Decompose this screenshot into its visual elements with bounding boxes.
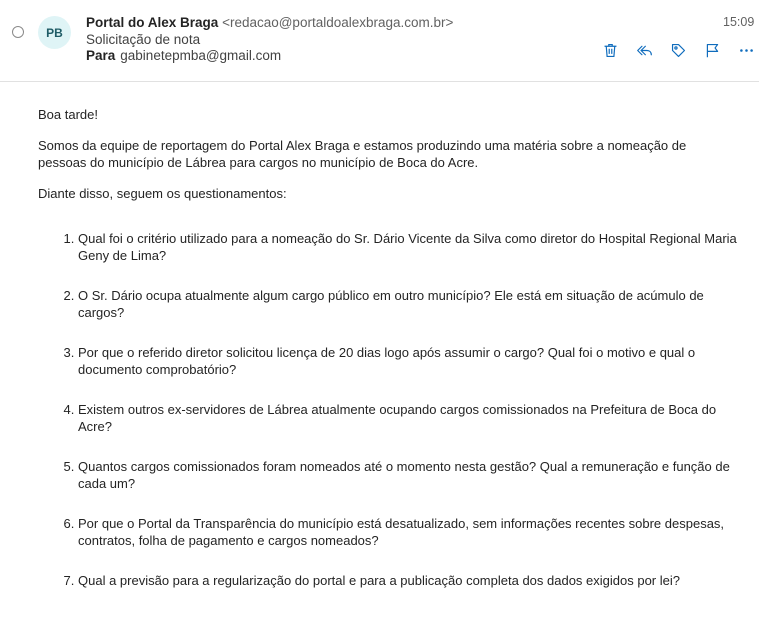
reply-all-icon [636,42,653,59]
recipient-line [86,48,281,63]
delete-button[interactable] [600,40,620,60]
list-item: 5. Quantos cargos comissionados foram nomeados até o momento nesta gestão? Qual a remuneração e função de cada um? [78,458,738,492]
tag-button[interactable] [668,40,688,60]
select-message-radio[interactable] [12,26,24,38]
sender-email[interactable]: <redacao@portaldoalexbraga.com.br> [222,15,454,30]
lead-paragraph: Diante disso, seguem os questionamentos: [38,186,287,201]
list-item: 3. Por que o referido diretor solicitou licença de 20 dias logo após assumir o cargo? Qual foi o motivo e qual o documento comprobatório? [78,344,738,378]
reply-all-button[interactable] [634,40,654,60]
message-actions [600,40,756,60]
intro-paragraph: Somos da equipe de reportagem do Portal Alex Braga e estamos produzindo uma matéria sobre a nomeação de pessoas do município de Lábrea para cargos no município de Boca do Acre. [38,138,687,170]
ellipsis-icon [738,42,755,59]
trash-icon [602,42,619,59]
subject: Solicitação de nota [86,32,201,47]
timestamp: 15:09 [723,15,755,29]
greeting: Boa tarde! [38,107,98,122]
message-body [38,106,738,589]
list-item: 4. Existem outros ex-servidores de Lábrea atualmente ocupando cargos comissionados na Prefeitura de Boca do Acre? [78,401,738,435]
message-header [0,0,759,82]
questions-list [38,230,738,589]
list-item: 6. Por que o Portal da Transparência do município está desatualizado, sem informações recentes sobre despesas, contratos, folha de pagamento e cargos nomeados? [78,515,738,549]
more-options-button[interactable] [736,40,756,60]
sender[interactable] [86,15,453,30]
flag-icon [704,42,721,59]
sender-name[interactable]: Portal do Alex Braga [86,15,219,30]
to-label: Para [86,48,116,63]
list-item: 1. Qual foi o critério utilizado para a nomeação do Sr. Dário Vicente da Silva como diretor do Hospital Regional Maria Geny de Lima? [78,230,738,264]
avatar[interactable]: PB [38,16,71,49]
header-divider [0,81,759,82]
recipient-address[interactable]: gabinetepmba@gmail.com [120,48,282,63]
flag-button[interactable] [702,40,722,60]
list-item: 7. Qual a previsão para a regularização do portal e para a publicação completa dos dados exigidos por lei? [78,572,738,589]
tag-icon [670,42,687,59]
list-item: 2. O Sr. Dário ocupa atualmente algum cargo público em outro município? Ele está em situação de acúmulo de cargos? [78,287,738,321]
